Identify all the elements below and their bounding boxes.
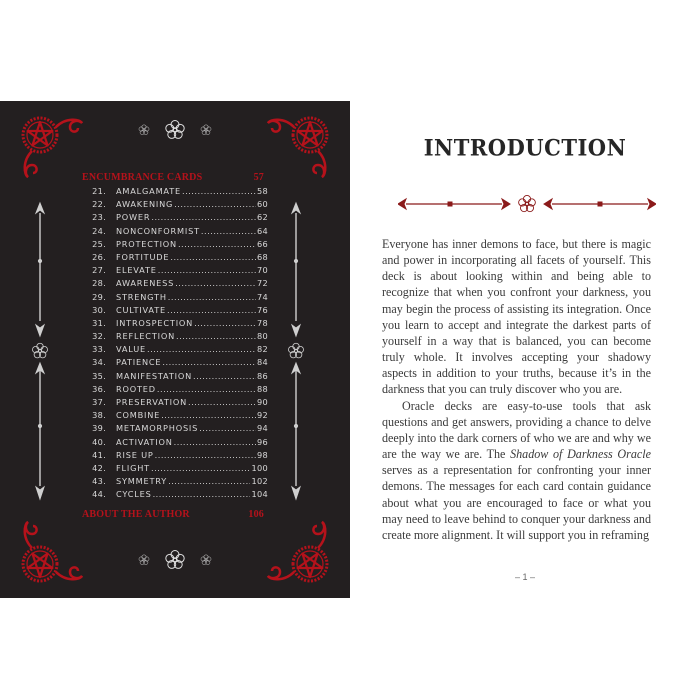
toc-entry[interactable] [82,277,268,290]
entry-page: 64 [256,225,268,236]
entry-number: 27. [92,265,106,276]
entry-title: CULTIVATE [116,304,166,315]
toc-entry[interactable] [82,396,268,409]
entry-title: VALUE [116,344,146,355]
dot-leader [182,185,256,198]
entry-title: STRENGTH [116,291,167,302]
flower-ornament-bottom [0,549,350,571]
entry-title: PROTECTION [116,238,177,249]
dot-leader [151,211,256,224]
dot-leader [151,462,250,475]
toc-entry[interactable] [82,462,268,475]
dot-leader [161,409,256,422]
entry-number: 31. [92,317,106,328]
entry-title: SYMMETRY [116,476,168,487]
flower-ornament-top [0,119,350,141]
entry-title: AMALGAMATE [116,186,181,196]
dot-leader [162,356,256,369]
arrow-ornament-icon [30,201,50,501]
entry-number: 28. [92,278,106,289]
entry-number: 26. [92,251,106,262]
entry-number: 23. [92,212,106,223]
entry-number: 21. [92,186,106,196]
toc-entry[interactable] [82,225,268,238]
entry-title: METAMORPHOSIS [116,423,199,434]
entry-title: AWAKENING [116,199,174,210]
page-title: INTRODUCTION [423,134,627,161]
arrow-ornament-icon [398,193,656,215]
entry-number: 29. [92,291,106,302]
toc-page [0,101,350,598]
toc-entry[interactable] [82,409,268,422]
toc-entry[interactable] [82,238,268,251]
entry-title: NONCONFORMIST [116,225,200,236]
entry-title: ELEVATE [116,265,157,276]
entry-title: ACTIVATION [116,436,173,447]
dot-leader [174,436,256,449]
entry-number: 37. [92,397,106,407]
entry-title: COMBINE [116,410,161,421]
entry-title: AWARENESS [116,278,175,289]
entry-title: REFLECTION [116,331,176,342]
toc-entry[interactable] [82,488,268,501]
flower-icon [138,554,150,566]
entry-page: 80 [256,331,268,342]
entry-page: 62 [256,212,268,223]
toc-about-author[interactable] [82,508,268,522]
flower-icon [138,124,150,136]
entry-number: 40. [92,436,106,447]
toc-entry[interactable] [82,330,268,343]
entry-page: 90 [256,397,268,407]
toc-entry[interactable] [82,422,268,435]
entry-number: 32. [92,331,106,342]
entry-page: 82 [256,344,268,355]
entry-number: 30. [92,304,106,315]
entry-page: 100 [251,462,268,473]
entry-title: PRESERVATION [116,397,188,407]
table-of-contents [82,171,268,522]
entry-page: 104 [251,489,268,500]
entry-number: 25. [92,238,106,249]
toc-entry[interactable] [82,304,268,317]
entry-title: PATIENCE [116,357,162,368]
dot-leader [178,238,256,251]
entry-title: INTROSPECTION [116,317,194,328]
toc-entry[interactable] [82,198,268,211]
entry-number: 36. [92,383,106,394]
flower-icon [287,342,305,360]
entry-page: 78 [256,317,268,328]
book-title: Shadow of Darkness Oracle [510,447,651,462]
entry-title: RISE UP [116,449,154,460]
flower-icon [31,342,49,360]
dot-leader [193,370,256,383]
dot-leader [153,488,251,501]
dot-leader [199,422,256,435]
entry-number: 43. [92,476,106,487]
toc-entry[interactable] [82,449,268,462]
entry-number: 33. [92,344,106,355]
entry-number: 39. [92,423,106,434]
toc-entry[interactable] [82,185,268,198]
body-text [382,236,651,543]
entry-page: 66 [256,238,268,249]
entry-page: 98 [256,449,268,460]
entry-page: 88 [256,383,268,394]
entry-page: 70 [256,265,268,276]
arrow-ornament-icon [286,201,306,501]
entry-page: 74 [256,291,268,302]
entry-number: 34. [92,357,106,368]
section-label: ENCUMBRANCE CARDS [82,172,203,183]
entry-page: 60 [256,199,268,210]
entry-page: 102 [251,476,268,487]
dot-leader [194,317,256,330]
section-page: 57 [253,172,264,183]
toc-entry[interactable] [82,475,268,488]
dot-leader [176,330,256,343]
entry-page: 58 [256,186,268,196]
entry-page: 68 [256,251,268,262]
paragraph: Everyone has inner demons to face, but there is magic and power in incorporating all facets of yourself. This deck is about looking within and being able to recognize that when you confront your darkness, you may begin the process of assisting its integration. Once you learn to accept and integrate the darkest parts of yourself in a way that is balanced, you can become truly whole. It involves accepting your shadowy aspects in addition to your truths, because it’s in the darkness that you can truly discover who you are. [382,237,651,397]
section-label: ABOUT THE AUTHOR [82,508,190,520]
dot-leader [155,449,256,462]
entry-title: FORTITUDE [116,251,170,262]
toc-entry[interactable] [82,264,268,277]
entry-number: 41. [92,449,106,460]
entry-page: 86 [256,370,268,381]
toc-entry[interactable] [82,291,268,304]
entry-page: 76 [256,304,268,315]
entry-number: 24. [92,225,106,236]
dot-leader [167,304,256,317]
toc-entry[interactable] [82,343,268,356]
entry-title: POWER [116,212,151,223]
entry-title: MANIFESTATION [116,370,192,381]
dot-leader [201,225,256,238]
dot-leader [147,343,256,356]
dot-leader [158,264,256,277]
entry-page: 92 [256,410,268,421]
toc-entry[interactable] [82,317,268,330]
entry-title: FLIGHT [116,462,150,473]
dot-leader [188,396,256,409]
dot-leader [175,277,256,290]
entry-number: 44. [92,489,106,500]
flower-icon [164,119,186,141]
entry-number: 22. [92,199,106,210]
toc-entry[interactable] [82,356,268,369]
introduction-page [350,101,700,598]
flower-icon [164,549,186,571]
entry-page: 84 [256,357,268,368]
toc-entry[interactable] [82,251,268,264]
toc-entry[interactable] [82,211,268,224]
toc-entry[interactable] [82,383,268,396]
dot-leader [174,198,256,211]
entry-number: 38. [92,410,106,421]
entry-page: 96 [256,436,268,447]
flower-icon [200,124,212,136]
entry-title: CYCLES [116,489,152,500]
flower-icon [200,554,212,566]
dot-leader [157,383,256,396]
page-number: – 1 – [514,572,536,582]
dot-leader [170,251,256,264]
paragraph: Oracle decks are easy-to-use tools that ask questions and get answers, providing a chance to delve deeply into the dark corners of who we are and why we are the way we are. The Shadow of Darkness Oracle serves as a representation for confronting your inner demons. The messages for each card contain guidance about what you are encouraged to face or what you may need to leave behind to conquer your darkness and create more alignment. It will support you in reframing [382,398,651,542]
entry-number: 42. [92,462,106,473]
entry-page: 94 [256,423,268,434]
dot-leader [168,291,256,304]
flower-icon [519,195,536,211]
section-page: 106 [248,508,264,520]
toc-entry[interactable] [82,436,268,449]
dot-leader [168,475,250,488]
toc-section-heading[interactable] [82,171,268,185]
toc-entry[interactable] [82,370,268,383]
entry-number: 35. [92,370,106,381]
entry-page: 72 [256,278,268,289]
entry-title: ROOTED [116,383,156,394]
